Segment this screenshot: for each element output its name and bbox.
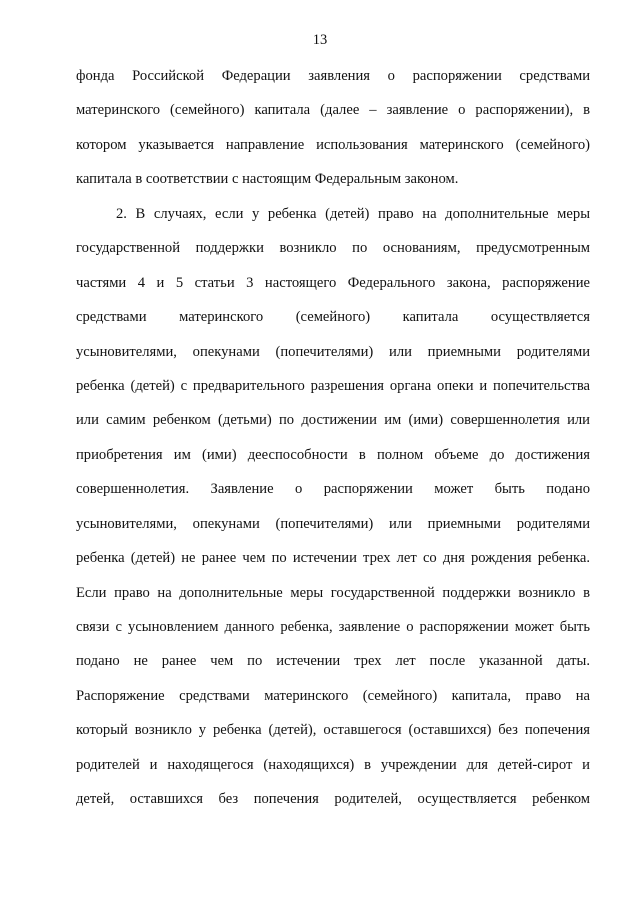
text-line: приобретения им (ими) дееспособности в полном объеме до достижения: [76, 446, 590, 463]
text-line: усыновителями, опекунами (попечителями) или приемными родителями: [76, 343, 590, 360]
text-line: связи с усыновлением данного ребенка, заявление о распоряжении может быть: [76, 619, 590, 635]
text-line: совершеннолетия. Заявление о распоряжении может быть подано: [76, 481, 590, 498]
text-line: капитала в соответствии с настоящим Федеральным законом.: [76, 171, 459, 188]
page-number: 13: [312, 32, 328, 48]
text-line: усыновителями, опекунами (попечителями) или приемными родителями: [76, 515, 590, 532]
paragraph-start-line: 2. В случаях, если у ребенка (детей) право на дополнительные меры: [116, 205, 590, 222]
text-line: фонда Российской Федерации заявления о распоряжении средствами: [76, 68, 590, 84]
text-line: родителей и находящегося (находящихся) в учреждении для детей-сирот и: [76, 756, 590, 773]
text-line: частями 4 и 5 статьи 3 настоящего Федерального закона, распоряжение: [76, 274, 590, 291]
text-line: ребенка (детей) не ранее чем по истечении трех лет со дня рождения ребенка.: [76, 550, 590, 567]
document-body: [76, 66, 590, 824]
text-line: котором указывается направление использования материнского (семейного): [76, 136, 590, 153]
text-line: средствами материнского (семейного) капитала осуществляется: [76, 309, 590, 326]
text-line: Распоряжение средствами материнского (семейного) капитала, право на: [76, 687, 590, 704]
text-line: подано не ранее чем по истечении трех лет после указанной даты.: [76, 653, 590, 670]
text-line: ребенка (детей) с предварительного разрешения органа опеки и попечительства: [76, 377, 590, 394]
text-line: материнского (семейного) капитала (далее – заявление о распоряжении), в: [76, 102, 590, 119]
text-line: который возникло у ребенка (детей), оставшегося (оставшихся) без попечения: [76, 722, 590, 739]
text-line: Если право на дополнительные меры государственной поддержки возникло в: [76, 584, 590, 601]
text-line: детей, оставшихся без попечения родителей, осуществляется ребенком: [76, 791, 590, 808]
text-line: государственной поддержки возникло по основаниям, предусмотренным: [76, 240, 590, 257]
text-line: или самим ребенком (детьми) по достижении им (ими) совершеннолетия или: [76, 412, 590, 429]
